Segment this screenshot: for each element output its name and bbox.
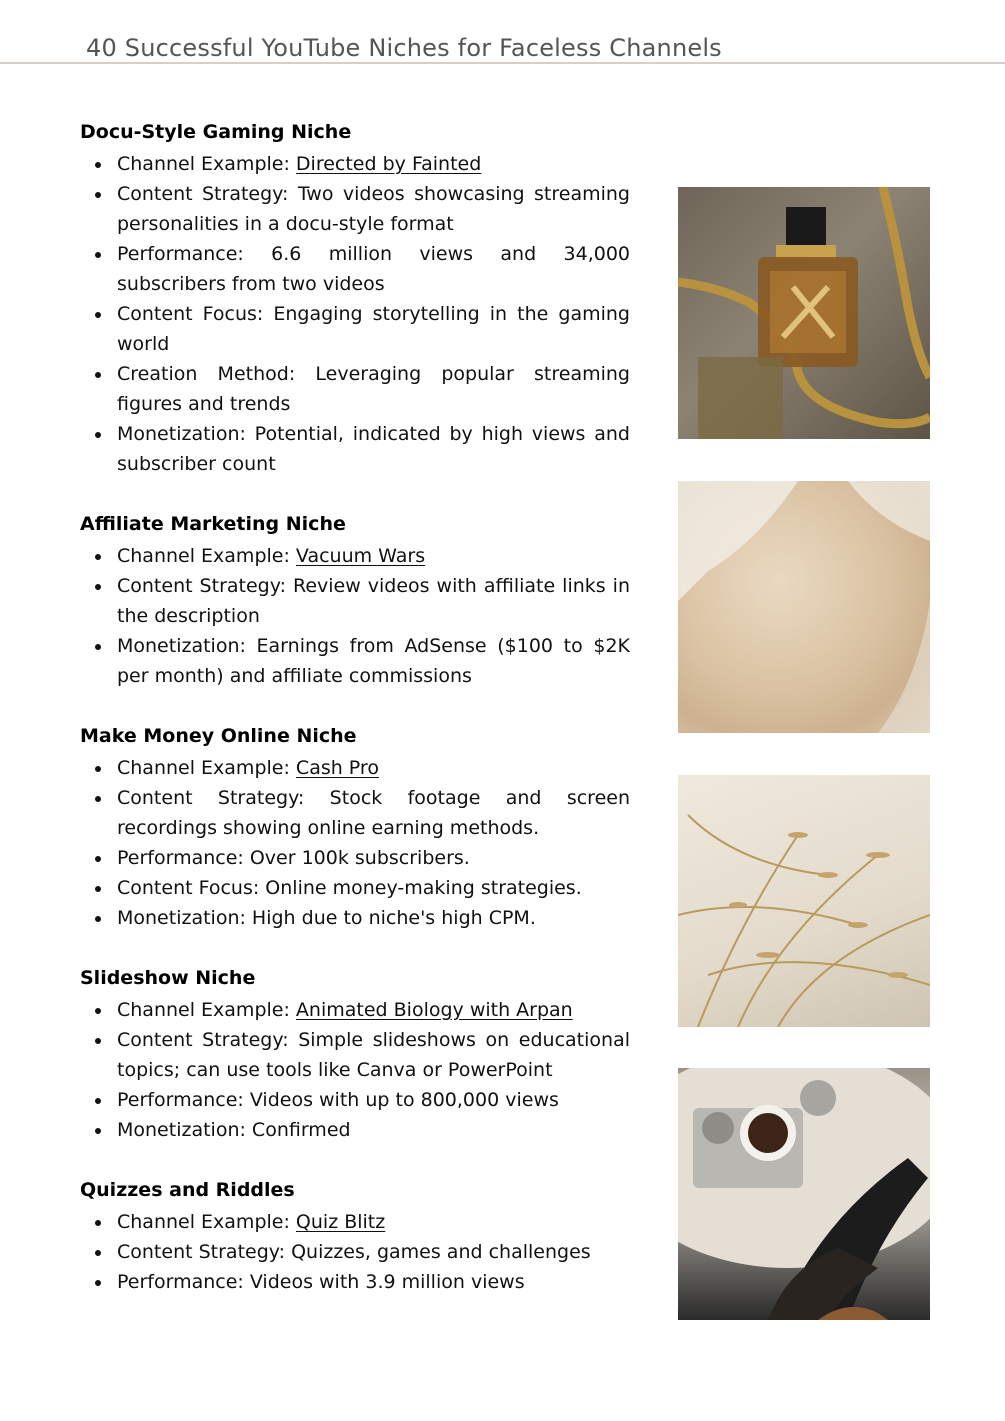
channel-link[interactable]: Quiz Blitz (295, 1211, 386, 1233)
list-item: Monetization: Earnings from AdSense ($100 to $2K per month) and affiliate commissions (117, 631, 630, 691)
texture-photo (678, 481, 930, 733)
coffee-table-photo (678, 1068, 930, 1320)
list-item: Monetization: Confirmed (117, 1115, 630, 1145)
channel-link[interactable]: Animated Biology with Arpan (295, 999, 573, 1021)
list-item: Content Strategy: Simple slideshows on educational topics; can use tools like Canva or PowerPoint (117, 1025, 630, 1085)
channel-example-label: Channel Example: (117, 545, 296, 567)
section-quizzes-riddles (80, 1175, 630, 1297)
list-item: Creation Method: Leveraging popular streaming figures and trends (117, 359, 630, 419)
list-item: Monetization: Potential, indicated by high views and subscriber count (117, 419, 630, 479)
list-item: Content Focus: Online money-making strategies. (117, 873, 630, 903)
channel-link[interactable]: Cash Pro (295, 757, 379, 779)
list-item: Content Strategy: Two videos showcasing streaming personalities in a docu-style format (117, 179, 630, 239)
list-item: Content Strategy: Stock footage and screen recordings showing online earning methods. (117, 783, 630, 843)
list-item: Content Focus: Engaging storytelling in the gaming world (117, 299, 630, 359)
section-heading: Make Money Online Niche (80, 725, 357, 747)
main-content (80, 117, 630, 1327)
channel-example-label: Channel Example: (117, 153, 296, 175)
section-slideshow (80, 963, 630, 1145)
bullet-list (80, 995, 630, 1145)
section-affiliate-marketing (80, 509, 630, 691)
list-item: Performance: Videos with 3.9 million views (117, 1267, 630, 1297)
list-item: Monetization: High due to niche's high CPM. (117, 903, 630, 933)
list-item-channel-example (117, 541, 630, 571)
texture-illustration (678, 481, 930, 733)
channel-example-label: Channel Example: (117, 1211, 296, 1233)
perfume-illustration (678, 187, 930, 439)
coffee-illustration (678, 1068, 930, 1320)
list-item: Content Strategy: Review videos with affiliate links in the description (117, 571, 630, 631)
section-heading: Affiliate Marketing Niche (80, 513, 346, 535)
list-item: Performance: Videos with up to 800,000 views (117, 1085, 630, 1115)
channel-example-label: Channel Example: (117, 757, 296, 779)
list-item: Content Strategy: Quizzes, games and challenges (117, 1237, 630, 1267)
list-item-channel-example (117, 753, 630, 783)
bullet-list (80, 149, 630, 479)
list-item: Performance: Over 100k subscribers. (117, 843, 630, 873)
section-heading: Slideshow Niche (80, 967, 256, 989)
bullet-list (80, 1207, 630, 1297)
section-docu-style-gaming (80, 117, 630, 479)
dried-grass-photo (678, 775, 930, 1027)
grass-illustration (678, 775, 930, 1027)
section-make-money-online (80, 721, 630, 933)
channel-example-label: Channel Example: (117, 999, 296, 1021)
list-item-channel-example (117, 149, 630, 179)
list-item-channel-example (117, 1207, 630, 1237)
channel-link[interactable]: Directed by Fainted (295, 153, 482, 175)
list-item-channel-example (117, 995, 630, 1025)
section-heading: Docu-Style Gaming Niche (80, 121, 352, 143)
channel-link[interactable]: Vacuum Wars (295, 545, 426, 567)
section-heading: Quizzes and Riddles (80, 1179, 295, 1201)
page-title: 40 Successful YouTube Niches for Faceless Channels (86, 34, 722, 62)
page-header (0, 0, 1005, 64)
perfume-photo (678, 187, 930, 439)
bullet-list (80, 541, 630, 691)
list-item: Performance: 6.6 million views and 34,000 subscribers from two videos (117, 239, 630, 299)
bullet-list (80, 753, 630, 933)
